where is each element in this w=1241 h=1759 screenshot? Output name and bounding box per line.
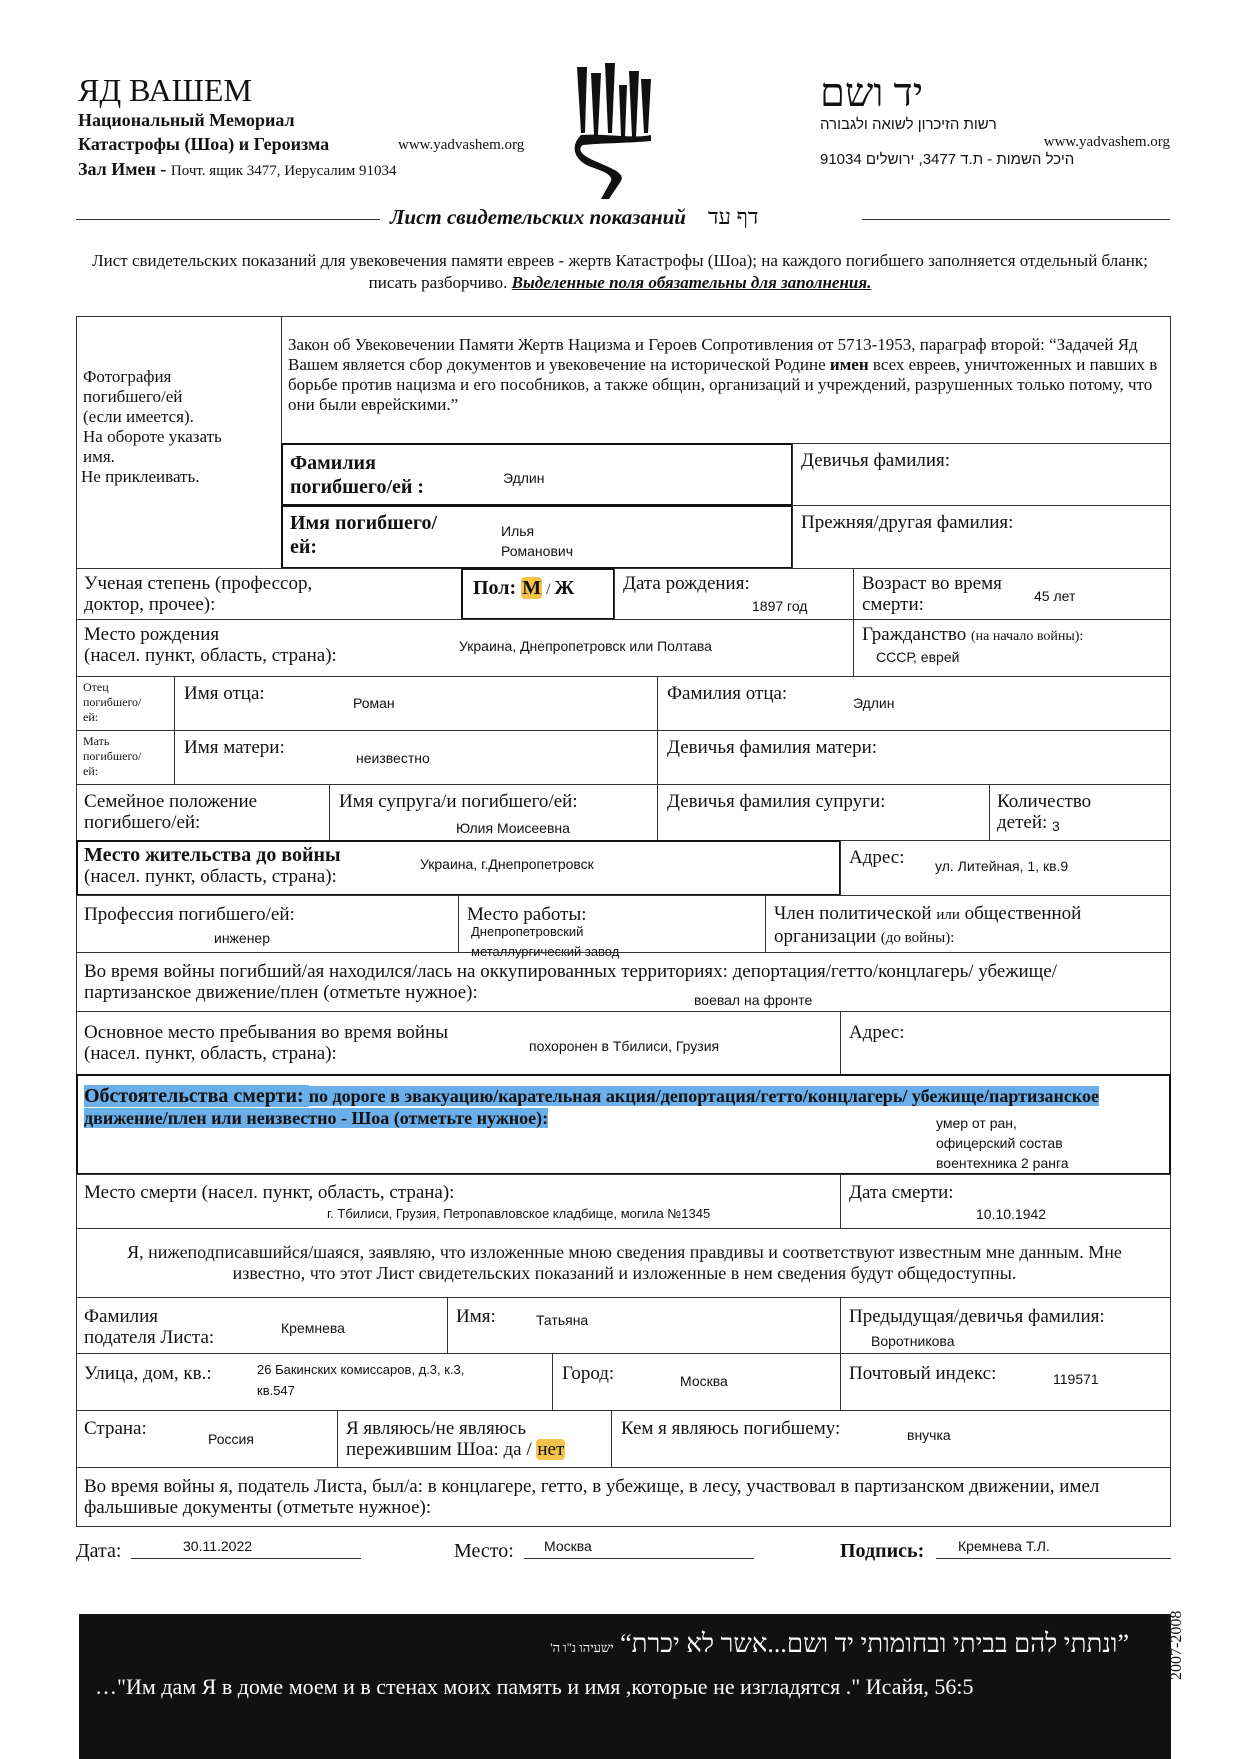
zip-value: 119571 <box>1053 1371 1099 1387</box>
birthplace-value: Украина, Днепропетровск или Полтава <box>459 638 712 654</box>
wartime-status-field[interactable]: Во время войны погибший/ая находился/лась на оккупированных территориях: депортация/гетто/концлагерь/ убежище/партизанское движение/плен (отметьте нужное): воевал на фронте <box>76 952 1171 1012</box>
children-count-field[interactable]: Количество детей: 3 <box>989 784 1171 841</box>
mother-name-value: неизвестно <box>356 750 430 766</box>
wartime-place-field[interactable]: Основное место пребывания во время войны (насел. пункт, область, страна): похоронен в Тбилиси, Грузия <box>76 1011 841 1075</box>
org-website-right[interactable]: www.yadvashem.org <box>1043 134 1170 150</box>
dob-field[interactable]: Дата рождения: 1897 год <box>614 568 854 620</box>
profession-field[interactable]: Профессия погибшего/ей: инженер <box>76 895 459 953</box>
gender-option-male[interactable]: М <box>522 577 542 599</box>
form-version: 2007-2008 <box>1168 1610 1185 1680</box>
org-website-left[interactable]: www.yadvashem.org <box>398 137 525 153</box>
father-side-label: Отец погибшего/ей: <box>76 676 175 731</box>
citizenship-value: СССР, еврей <box>876 649 960 665</box>
victim-surname-value: Эдлин <box>503 470 545 486</box>
submitter-name-field[interactable]: Имя: Татьяна <box>447 1297 841 1354</box>
death-circumstances-value: умер от ран, офицерский состав воентехника 2 ранга <box>936 1115 1069 1171</box>
victim-other-surname-field[interactable]: Прежняя/другая фамилия: <box>792 505 1171 569</box>
form-title-ru: Лист свидетельских показаний <box>390 205 686 229</box>
submitter-name-value: Татьяна <box>536 1312 589 1328</box>
death-circumstances-field[interactable]: Обстоятельства смерти: по дороге в эвакуацию/карательная акция/депортация/гетто/концлагерь/ убежище/партизанское движение/плен или неизвестно - Шоа (отметьте нужное): умер от ран, офицерский состав воентехника 2 ранга <box>76 1074 1171 1175</box>
submitter-surname-value: Кремнева <box>281 1320 345 1336</box>
city-value: Москва <box>680 1373 728 1389</box>
submitter-surname-field[interactable]: Фамилия подателя Листа: Кремнева <box>76 1297 448 1354</box>
residence-address-field[interactable]: Адрес: ул. Литейная, 1, кв.9 <box>840 840 1171 896</box>
father-name-value: Роман <box>353 695 395 711</box>
spouse-name-value: Юлия Моисеевна <box>456 820 570 836</box>
marital-status-field[interactable]: Семейное положение погибшего/ей: <box>76 784 330 841</box>
org-subtitle-he: רשות הזיכרון לשואה ולגבורה <box>820 116 997 133</box>
mother-name-field[interactable]: Имя матери: неизвестно <box>174 730 658 785</box>
signature-field[interactable] <box>936 1538 1171 1559</box>
hall-of-names-label: Зал Имен - <box>78 159 171 179</box>
sign-place-field[interactable] <box>524 1538 754 1559</box>
mother-side-label: Мать погибшего/ей: <box>76 730 175 785</box>
law-box <box>281 316 1171 444</box>
spouse-maiden-field[interactable]: Девичья фамилия супруги: <box>657 784 990 841</box>
header-right <box>820 70 1170 169</box>
wartime-address-field[interactable]: Адрес: <box>840 1011 1171 1075</box>
country-field[interactable]: Страна: Россия <box>76 1410 338 1468</box>
law-text: Закон об Увековечении Памяти Жертв Нацизма и Героев Сопротивления от 5713-1953, параграф второй: “Задачей Яд Вашем является сбор документов и увековечение на исторической Родине имен всех евреев, уничтоженных и павших в борьбе против нацизма и его пособников, а также общин, организаций и учреждений, разрушенных только потому, что они были еврейскими.” <box>288 335 1158 414</box>
wartime-place-value: похоронен в Тбилиси, Грузия <box>529 1038 720 1054</box>
sign-date-value: 30.11.2022 <box>183 1538 253 1554</box>
wartime-status-value: воевал на фронте <box>694 992 813 1008</box>
street-field[interactable]: Улица, дом, кв.: 26 Бакинских комиссаров, д.3, к.3, кв.547 <box>76 1353 553 1411</box>
header-left <box>78 72 558 182</box>
signature-value: Кремнева Т.Л. <box>958 1538 1050 1554</box>
org-title-ru: ЯД ВАШЕМ <box>78 72 252 108</box>
photo-box: Фотография погибшего/ей (если имеется). На обороте указать имя. Не приклеивать. <box>76 316 282 569</box>
form-title-he: דף עד <box>707 204 759 229</box>
form-title <box>390 204 860 230</box>
survivor-option-no[interactable]: нет <box>537 1439 565 1460</box>
title-rule-left <box>76 219 380 220</box>
submitter-wartime-field[interactable]: Во время войны я, податель Листа, был/а: в концлагере, гетто, в убежище, в лесу, участвовал в партизанском движении, имел фальшивые документы (отметьте нужное): <box>76 1467 1171 1527</box>
victim-maiden-field[interactable]: Девичья фамилия: <box>792 443 1171 506</box>
gender-option-female[interactable]: Ж <box>554 577 575 599</box>
russian-quote: …"Им дам Я в доме моем и в стенах моих память и имя ,которые не изгладятся ." Исайя, 56:5 <box>95 1674 974 1699</box>
hebrew-source: ישעיהו נ"ו ה' <box>550 1640 614 1655</box>
postal-address-he: היכל השמות - ת.ד 3477, ירושלים 91034 <box>820 151 1075 168</box>
title-rule-right <box>862 219 1170 220</box>
political-membership-field[interactable]: Член политической или общественной организации (до войны): <box>765 895 1171 953</box>
victim-name-field[interactable]: Имя погибшего/ей: Илья Романович <box>281 505 793 569</box>
profession-value: инженер <box>214 930 271 946</box>
submitter-prev-surname-field[interactable]: Предыдущая/девичья фамилия: Воротникова <box>840 1297 1171 1354</box>
death-date-field[interactable]: Дата смерти: 10.10.1942 <box>840 1174 1171 1229</box>
org-title-he: יד ושם <box>820 70 924 115</box>
birthplace-field[interactable]: Место рождения (насел. пункт, область, страна): Украина, Днепропетровск или Полтава <box>76 619 854 677</box>
sign-place-value: Москва <box>544 1538 592 1554</box>
degree-field[interactable]: Ученая степень (профессор, доктор, прочее): <box>76 568 462 620</box>
submitter-prev-surname-value: Воротникова <box>871 1333 955 1349</box>
death-date-value: 10.10.1942 <box>976 1206 1047 1222</box>
street-value: 26 Бакинских комиссаров, д.3, к.3, кв.547 <box>257 1362 465 1398</box>
intro-text: Лист свидетельских показаний для увековечения памяти евреев - жертв Катастрофы (Шоа); на каждого погибшего заполняется отдельный бланк; писать разборчиво. Выделенные поля обязательны для заполнения. <box>92 251 1148 292</box>
residence-field[interactable]: Место жительства до войны (насел. пункт, область, страна): Украина, г.Днепропетровск <box>76 840 841 896</box>
spouse-name-field[interactable]: Имя супруга/и погибшего/ей: Юлия Моисеевна <box>329 784 658 841</box>
signature-row: Дата: 30.11.2022 Место: Москва Подпись: Кремнева Т.Л. <box>76 1538 1176 1568</box>
residence-address-value: ул. Литейная, 1, кв.9 <box>935 858 1069 874</box>
mother-maiden-field[interactable]: Девичья фамилия матери: <box>657 730 1171 785</box>
survivor-field[interactable]: Я являюсь/не являюсь пережившим Шоа: да / нет <box>337 1410 612 1468</box>
father-surname-field[interactable]: Фамилия отца: Эдлин <box>657 676 1171 731</box>
yad-vashem-menorah-logo-icon <box>573 63 653 199</box>
death-place-field[interactable]: Место смерти (насел. пункт, область, страна): г. Тбилиси, Грузия, Петропавловское кладбище, могила №1345 <box>76 1174 841 1229</box>
mandatory-note: Выделенные поля обязательны для заполнения. <box>511 273 872 292</box>
age-value: 45 лет <box>1034 588 1076 604</box>
workplace-field[interactable]: Место работы: Днепропетровский металлургический завод <box>458 895 766 953</box>
sign-date-field[interactable] <box>131 1538 361 1559</box>
father-surname-value: Эдлин <box>853 695 895 711</box>
death-place-value: г. Тбилиси, Грузия, Петропавловское кладбище, могила №1345 <box>327 1206 711 1221</box>
residence-value: Украина, г.Днепропетровск <box>420 856 594 872</box>
children-count-value: 3 <box>1052 818 1060 834</box>
postal-address-ru: Почт. ящик 3477, Иерусалим 91034 <box>170 163 397 179</box>
dob-value: 1897 год <box>752 598 808 614</box>
org-subtitle-1: Национальный Мемориал <box>78 110 295 130</box>
citizenship-field[interactable]: Гражданство (на начало войны): СССР, еврей <box>853 619 1171 677</box>
hebrew-quote: ”ונתתי להם בביתי ובחומותי יד ושם...אשר לא יכרת“ ישעיהו נ"ו ה' <box>550 1629 1129 1658</box>
org-subtitle-2: Катастрофы (Шоа) и Героизма <box>78 134 330 154</box>
relation-field[interactable]: Кем я являюсь погибшему: внучка <box>611 1410 1171 1468</box>
victim-name-value: Илья Романович <box>501 523 573 559</box>
workplace-value: Днепропетровский металлургический завод <box>471 924 620 959</box>
country-value: Россия <box>208 1431 254 1447</box>
footer-quote-banner <box>79 1614 1171 1759</box>
gender-field[interactable]: Пол: М / Ж <box>461 568 615 620</box>
declaration-box: Я, нижеподписавшийся/шаяся, заявляю, что изложенные мною сведения правдивы и соответствуют известным мне данным. Мне известно, что этот Лист свидетельских показаний и изложенные в нем сведения будут общедоступны. <box>76 1228 1171 1298</box>
city-field[interactable]: Город: Москва <box>552 1353 841 1411</box>
victim-surname-field[interactable]: Фамилия погибшего/ей : Эдлин <box>281 443 793 506</box>
father-name-field[interactable]: Имя отца: Роман <box>174 676 658 731</box>
zip-field[interactable]: Почтовый индекс: 119571 <box>840 1353 1171 1411</box>
relation-value: внучка <box>907 1427 951 1443</box>
age-field[interactable]: Возраст во время смерти: 45 лет <box>853 568 1171 620</box>
